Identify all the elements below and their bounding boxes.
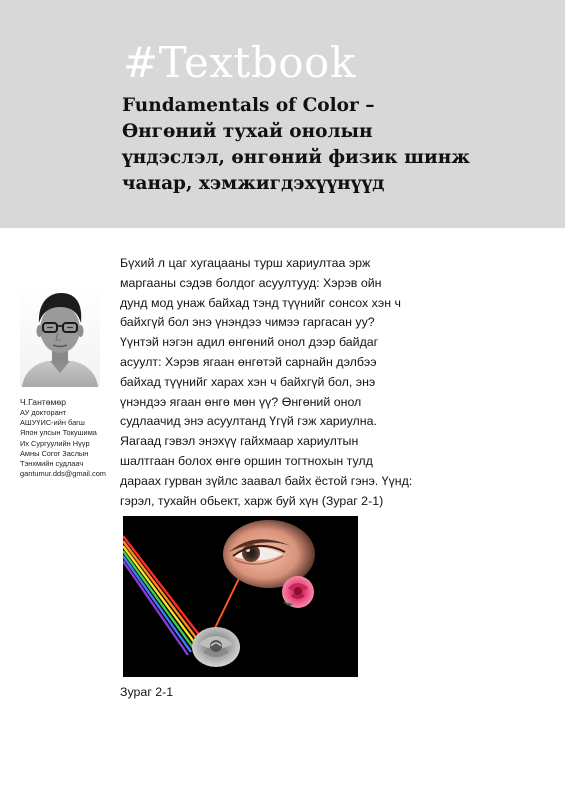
body-line: үнэндээ ягаан өнгө мөн үү? Өнгөний онол: [120, 394, 362, 409]
pink-rose: [282, 576, 314, 608]
author-name: Ч.Гантөмөр: [20, 397, 66, 407]
header-band: [0, 0, 565, 228]
body-line: байхад түүнийг харах хэн ч байхгүй бол, энэ: [120, 374, 376, 389]
article-body: [120, 254, 460, 511]
body-line: Үүнтэй нэгэн адил өнгөний онол дээр байдаг: [120, 335, 379, 350]
author-detail: АУ докторант: [20, 408, 67, 417]
article-title: [122, 93, 522, 197]
title-line: чанар, хэмжигдэхүүнүүд: [122, 173, 385, 194]
body-line: Бүхий л цаг хугацааны турш хариултаа эрж: [120, 256, 371, 270]
eye-rose-rainbow-illustration: [123, 516, 358, 677]
author-detail: Амны Согог Заслын: [20, 448, 89, 458]
title-line: Fundamentals of Color –: [122, 95, 375, 116]
body-line: судлаачид энэ асуултанд Үгүй гэж хариулна.: [120, 414, 377, 429]
body-line: дараах гурван зүйлс заавал байх ёстой гэнэ. Үүнд:: [120, 473, 413, 488]
body-line: байхгүй бол энэ үнэндээ чимээ гаргасан уу?: [120, 315, 375, 330]
body-line: Яагаад гэвэл энэхүү гайхмаар хариултын: [120, 434, 359, 449]
author-email: gantumur.dds@gmail.com: [20, 469, 106, 479]
author-detail: Тэнхмийн судлаач: [20, 459, 84, 469]
figure-caption: Зураг 2-1: [120, 685, 174, 699]
body-line: дунд мод унаж байхад тэнд түүнийг сонсох хэн ч: [120, 295, 401, 310]
author-photo: [20, 285, 100, 387]
author-info: [20, 396, 106, 479]
author-detail: АШУҮИС-ийн багш: [20, 418, 85, 428]
author-detail: Япон улсын Токушима: [20, 428, 97, 438]
body-line: шалтгаан болох өнгө оршин тогтнохын тулд: [120, 453, 373, 468]
title-line: Өнгөний тухай онолын: [122, 121, 373, 142]
body-line: асуулт: Хэрэв ягаан өнгөтэй сарнайн дэлбээ: [120, 354, 377, 369]
author-detail: Их Сургуулийн Нүүр: [20, 438, 90, 448]
grey-rose: [192, 627, 240, 667]
body-line: гэрэл, тухайн обьект, харж буй хүн (Зураг 2-1): [120, 493, 384, 508]
section-hashtag: #Textbook: [123, 38, 356, 87]
body-line: маргааны сэдэв болдог асуултууд: Хэрэв ойн: [120, 275, 382, 290]
title-line: үндэслэл, өнгөний физик шинж: [122, 147, 470, 168]
